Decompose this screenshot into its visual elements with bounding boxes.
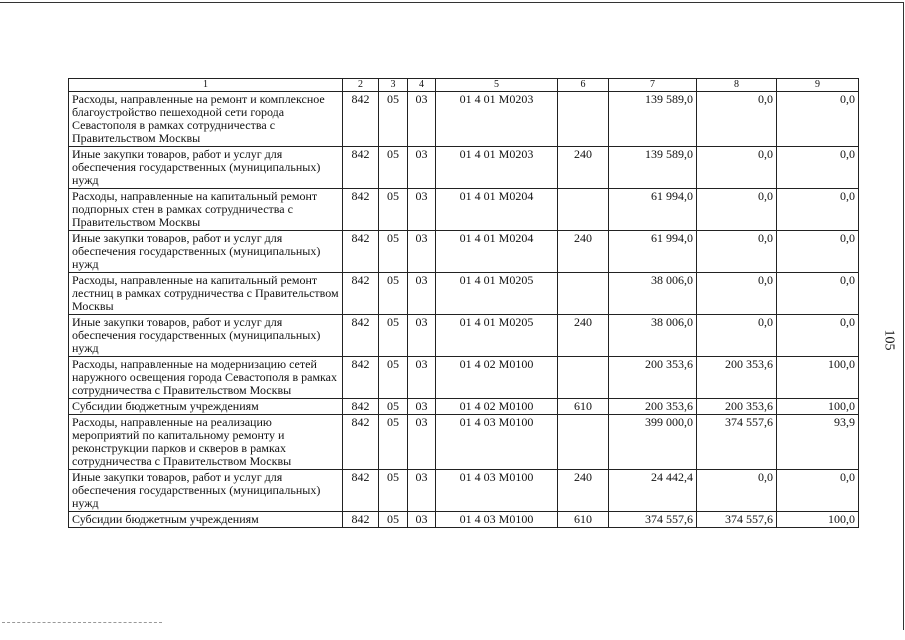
row-name: Субсидии бюджетным учреждениям [69,512,343,528]
row-vr: 240 [558,147,609,189]
row-gr: 842 [343,470,379,512]
row-pr: 03 [408,357,436,399]
row-pr: 03 [408,147,436,189]
row-csr: 01 4 03 M0100 [436,415,558,470]
row-csr: 01 4 01 M0203 [436,147,558,189]
table-row [69,357,859,399]
row-plan: 200 353,6 [609,399,697,415]
table-row [69,399,859,415]
column-number-row [69,79,859,92]
column-header: 1 [69,79,343,92]
table-row [69,315,859,357]
row-name: Субсидии бюджетным учреждениям [69,399,343,415]
row-csr: 01 4 03 M0100 [436,512,558,528]
row-vr [558,273,609,315]
row-gr: 842 [343,92,379,147]
row-csr: 01 4 01 M0204 [436,231,558,273]
row-plan: 24 442,4 [609,470,697,512]
row-name: Иные закупки товаров, работ и услуг для обеспечения государственных (муниципальных) нужд [69,147,343,189]
row-pct: 0,0 [777,189,859,231]
row-name: Расходы, направленные на модернизацию сетей наружного освещения города Севастополя в рамках сотрудничества с Правительством Москвы [69,357,343,399]
row-vr [558,415,609,470]
row-name: Расходы, направленные на ремонт и комплексное благоустройство пешеходной сети города Севастополя в рамках сотрудничества с Правительством Москвы [69,92,343,147]
row-pct: 0,0 [777,315,859,357]
row-pct: 0,0 [777,147,859,189]
row-pr: 03 [408,92,436,147]
row-plan: 139 589,0 [609,147,697,189]
row-fact: 200 353,6 [697,399,777,415]
row-pr: 03 [408,399,436,415]
row-name: Иные закупки товаров, работ и услуг для обеспечения государственных (муниципальных) нужд [69,231,343,273]
scan-artifact [2,622,162,623]
row-pr: 03 [408,273,436,315]
row-rz: 05 [379,315,408,357]
table-row [69,231,859,273]
row-csr: 01 4 01 M0205 [436,315,558,357]
column-header: 5 [436,79,558,92]
row-csr: 01 4 01 M0204 [436,189,558,231]
row-fact: 0,0 [697,189,777,231]
row-gr: 842 [343,273,379,315]
row-pr: 03 [408,470,436,512]
row-vr [558,92,609,147]
row-plan: 139 589,0 [609,92,697,147]
page-border-right [903,2,904,630]
row-vr [558,189,609,231]
row-fact: 0,0 [697,315,777,357]
column-header: 7 [609,79,697,92]
row-fact: 0,0 [697,273,777,315]
table-row [69,147,859,189]
row-vr: 610 [558,512,609,528]
column-header: 8 [697,79,777,92]
row-fact: 200 353,6 [697,357,777,399]
row-plan: 61 994,0 [609,189,697,231]
column-header: 9 [777,79,859,92]
row-rz: 05 [379,399,408,415]
row-fact: 374 557,6 [697,415,777,470]
row-fact: 0,0 [697,470,777,512]
table-row [69,273,859,315]
row-plan: 38 006,0 [609,315,697,357]
row-csr: 01 4 01 M0203 [436,92,558,147]
row-fact: 374 557,6 [697,512,777,528]
row-gr: 842 [343,415,379,470]
row-csr: 01 4 02 M0100 [436,399,558,415]
row-pr: 03 [408,231,436,273]
row-plan: 399 000,0 [609,415,697,470]
row-vr: 240 [558,470,609,512]
table-row [69,512,859,528]
page-border-top [0,2,903,3]
row-gr: 842 [343,189,379,231]
column-header: 6 [558,79,609,92]
budget-table [68,78,859,528]
row-pct: 100,0 [777,357,859,399]
row-vr: 240 [558,315,609,357]
row-fact: 0,0 [697,231,777,273]
row-plan: 200 353,6 [609,357,697,399]
table-row [69,470,859,512]
page-number: 105 [881,329,897,351]
row-pct: 0,0 [777,92,859,147]
row-name: Иные закупки товаров, работ и услуг для обеспечения государственных (муниципальных) нужд [69,315,343,357]
row-csr: 01 4 02 M0100 [436,357,558,399]
row-rz: 05 [379,231,408,273]
row-rz: 05 [379,147,408,189]
row-rz: 05 [379,92,408,147]
row-gr: 842 [343,147,379,189]
row-plan: 374 557,6 [609,512,697,528]
table-row [69,415,859,470]
row-pct: 100,0 [777,512,859,528]
row-pr: 03 [408,415,436,470]
row-pct: 93,9 [777,415,859,470]
row-pct: 0,0 [777,273,859,315]
row-pct: 0,0 [777,231,859,273]
table-row [69,189,859,231]
row-vr: 240 [558,231,609,273]
row-fact: 0,0 [697,147,777,189]
column-header: 3 [379,79,408,92]
row-vr: 610 [558,399,609,415]
row-csr: 01 4 03 M0100 [436,470,558,512]
row-name: Расходы, направленные на реализацию мероприятий по капитальному ремонту и реконструкции парков и скверов в рамках сотрудничества с Правительством Москвы [69,415,343,470]
row-rz: 05 [379,512,408,528]
row-gr: 842 [343,357,379,399]
row-fact: 0,0 [697,92,777,147]
row-pr: 03 [408,189,436,231]
row-gr: 842 [343,512,379,528]
row-rz: 05 [379,357,408,399]
row-rz: 05 [379,189,408,231]
row-name: Иные закупки товаров, работ и услуг для обеспечения государственных (муниципальных) нужд [69,470,343,512]
table-row [69,92,859,147]
column-header: 2 [343,79,379,92]
row-csr: 01 4 01 M0205 [436,273,558,315]
row-gr: 842 [343,315,379,357]
row-name: Расходы, направленные на капитальный ремонт подпорных стен в рамках сотрудничества с Правительством Москвы [69,189,343,231]
row-plan: 38 006,0 [609,273,697,315]
row-gr: 842 [343,231,379,273]
row-name: Расходы, направленные на капитальный ремонт лестниц в рамках сотрудничества с Правительством Москвы [69,273,343,315]
row-rz: 05 [379,273,408,315]
row-plan: 61 994,0 [609,231,697,273]
column-header: 4 [408,79,436,92]
row-rz: 05 [379,470,408,512]
row-rz: 05 [379,415,408,470]
row-pct: 100,0 [777,399,859,415]
row-gr: 842 [343,399,379,415]
row-pr: 03 [408,512,436,528]
row-pct: 0,0 [777,470,859,512]
row-vr [558,357,609,399]
row-pr: 03 [408,315,436,357]
